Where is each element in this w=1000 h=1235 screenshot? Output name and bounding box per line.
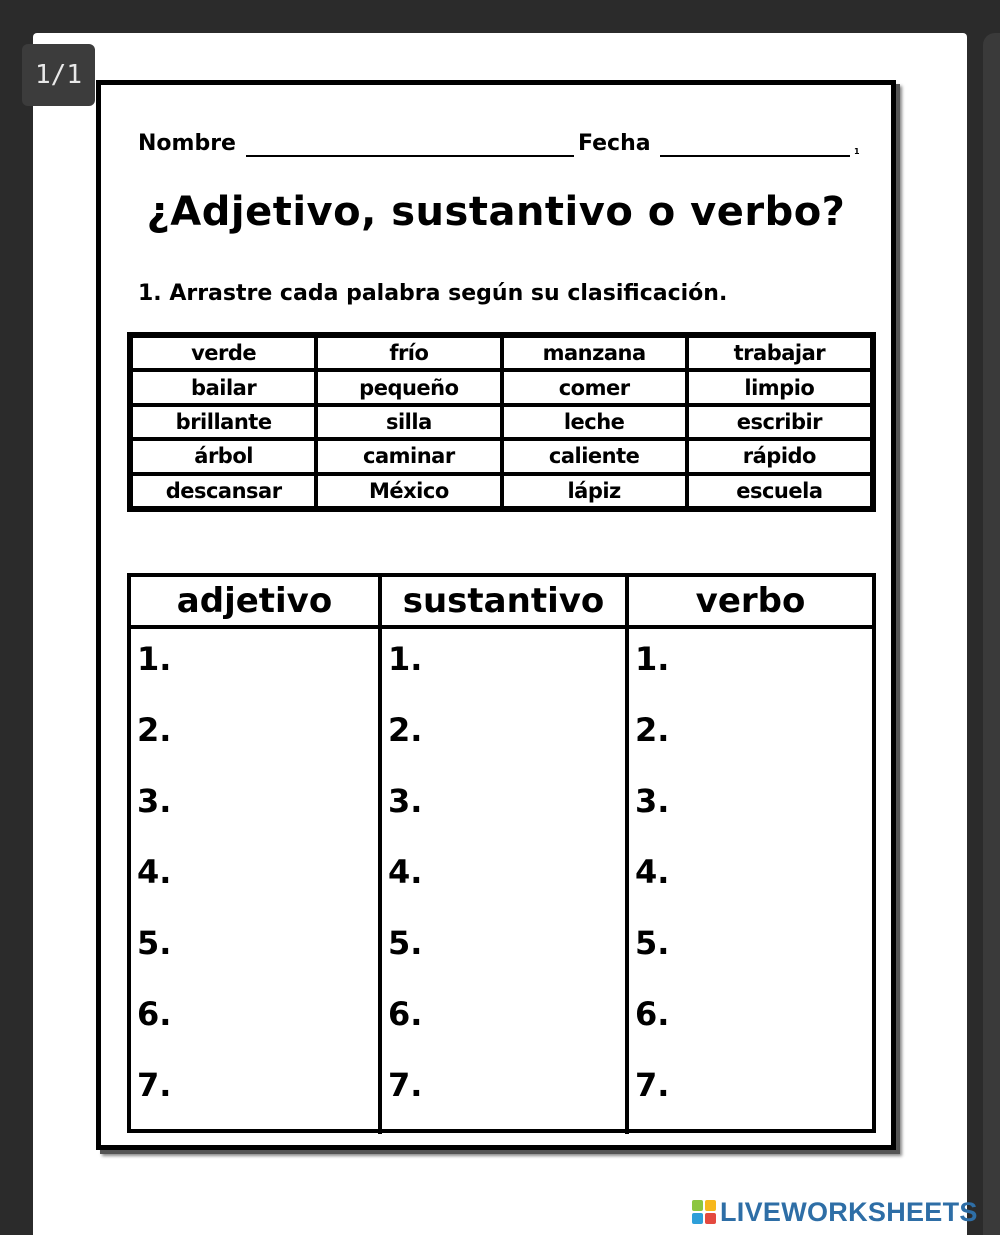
column-adjetivo bbox=[131, 577, 378, 1134]
column-header: adjetivo bbox=[131, 577, 378, 629]
worksheet-title: ¿Adjetivo, sustantivo o verbo? bbox=[146, 189, 846, 235]
row-number: 3. bbox=[388, 782, 423, 820]
date-label: Fecha bbox=[578, 131, 651, 156]
word-tile[interactable]: frío bbox=[318, 338, 499, 368]
classification-table bbox=[127, 573, 876, 1133]
row-number: 5. bbox=[635, 924, 670, 962]
logo-square bbox=[705, 1213, 716, 1224]
instruction-text: 1. Arrastre cada palabra según su clasificación. bbox=[138, 281, 728, 306]
word-tile[interactable]: árbol bbox=[133, 441, 314, 471]
logo-squares-icon bbox=[692, 1200, 716, 1224]
word-tile[interactable]: México bbox=[318, 476, 499, 506]
word-tile[interactable]: escuela bbox=[689, 476, 870, 506]
page-mark: 1 bbox=[854, 147, 860, 156]
side-panel-edge bbox=[983, 33, 1000, 1235]
word-tile[interactable]: manzana bbox=[504, 338, 685, 368]
drop-zone-adjetivo[interactable] bbox=[131, 629, 378, 1134]
word-tile[interactable]: brillante bbox=[133, 407, 314, 437]
name-label: Nombre bbox=[138, 131, 236, 156]
row-number: 6. bbox=[635, 995, 670, 1033]
word-tile[interactable]: caminar bbox=[318, 441, 499, 471]
row-number: 3. bbox=[635, 782, 670, 820]
page-counter: 1/1 bbox=[22, 44, 95, 106]
liveworksheets-logo[interactable] bbox=[692, 1192, 978, 1232]
row-number: 7. bbox=[635, 1066, 670, 1104]
row-number: 5. bbox=[388, 924, 423, 962]
row-number: 1. bbox=[137, 640, 172, 678]
word-tile[interactable]: leche bbox=[504, 407, 685, 437]
word-tile[interactable]: escribir bbox=[689, 407, 870, 437]
drop-zone-verbo[interactable] bbox=[629, 629, 872, 1134]
logo-square bbox=[692, 1200, 703, 1211]
word-tile[interactable]: limpio bbox=[689, 372, 870, 402]
column-header: sustantivo bbox=[382, 577, 625, 629]
row-number: 4. bbox=[388, 853, 423, 891]
word-tile[interactable]: descansar bbox=[133, 476, 314, 506]
row-number: 6. bbox=[137, 995, 172, 1033]
row-number: 4. bbox=[635, 853, 670, 891]
brand-name: LIVEWORKSHEETS bbox=[720, 1196, 978, 1227]
column-sustantivo bbox=[378, 577, 625, 1134]
column-verbo bbox=[625, 577, 872, 1134]
drop-zone-sustantivo[interactable] bbox=[382, 629, 625, 1134]
word-tile[interactable]: silla bbox=[318, 407, 499, 437]
row-number: 7. bbox=[388, 1066, 423, 1104]
row-number: 2. bbox=[137, 711, 172, 749]
worksheet bbox=[96, 80, 896, 1150]
row-number: 3. bbox=[137, 782, 172, 820]
word-tile[interactable]: bailar bbox=[133, 372, 314, 402]
word-tile[interactable]: caliente bbox=[504, 441, 685, 471]
word-tile[interactable]: verde bbox=[133, 338, 314, 368]
row-number: 1. bbox=[635, 640, 670, 678]
column-header: verbo bbox=[629, 577, 872, 629]
date-field[interactable] bbox=[660, 155, 850, 157]
word-tile[interactable]: trabajar bbox=[689, 338, 870, 368]
word-tile[interactable]: lápiz bbox=[504, 476, 685, 506]
row-number: 4. bbox=[137, 853, 172, 891]
logo-square bbox=[692, 1213, 703, 1224]
row-number: 7. bbox=[137, 1066, 172, 1104]
logo-square bbox=[705, 1200, 716, 1211]
word-tile[interactable]: comer bbox=[504, 372, 685, 402]
row-number: 2. bbox=[388, 711, 423, 749]
name-field[interactable] bbox=[246, 155, 574, 157]
word-tile[interactable]: rápido bbox=[689, 441, 870, 471]
row-number: 2. bbox=[635, 711, 670, 749]
word-bank bbox=[127, 332, 876, 512]
row-number: 1. bbox=[388, 640, 423, 678]
word-tile[interactable]: pequeño bbox=[318, 372, 499, 402]
row-number: 6. bbox=[388, 995, 423, 1033]
row-number: 5. bbox=[137, 924, 172, 962]
